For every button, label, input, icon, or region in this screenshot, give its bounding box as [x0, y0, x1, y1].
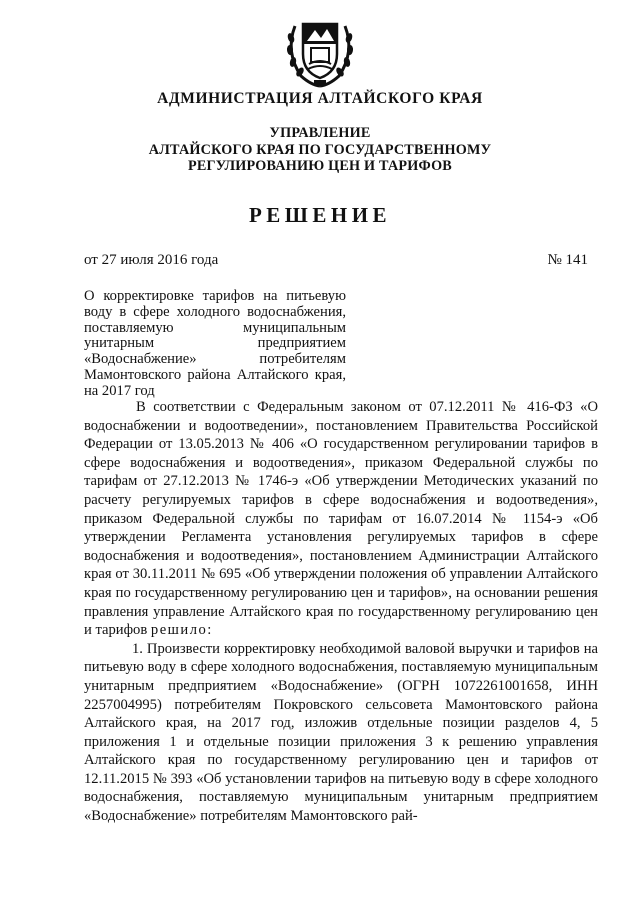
department-title [0, 125, 640, 175]
decision-number: № 141 [547, 252, 588, 268]
resolved-word: решило: [150, 622, 213, 639]
preamble-paragraph [84, 398, 598, 640]
department-line-3: РЕГУЛИРОВАНИЮ ЦЕН И ТАРИФОВ [188, 158, 452, 174]
decision-title: РЕШЕНИЕ [248, 203, 392, 227]
preamble-text: В соответствии с Федеральным законом от 07.12.2011 № 416-ФЗ «О водоснабжении и водоотведении», постановлением Правительства Российской Федерации от 13.05.2013 № 406 «О государственном регулировании тарифов в сфере водоснабжения и водоотведения», приказом Федеральной службы по тарифам от 27.12.2013 № 1746-э «Об утверждении Методических указаний по расчету регулируемых тарифов в сфере водоснабжения и водоотведения», приказом Федеральной службы по тарифам от 16.07.2014 № 1154-э «Об утверждении Регламента установления регулируемых тарифов в сфере водоснабжения и водоотведения», постановлением Администрации Алтайского края от 30.11.2011 № 695 «Об утверждении положения об управлении Алтайского края по государственному регулированию цен и тарифов», на основании решения правления управление Алтайского края по государственному регулированию цен и тарифов [84, 399, 598, 639]
altai-krai-coat-of-arms-icon [281, 14, 359, 88]
decision-date: от 27 июля 2016 года [84, 252, 219, 268]
department-line-1: УПРАВЛЕНИЕ [269, 125, 371, 141]
administration-title: АДМИНИСТРАЦИЯ АЛТАЙСКОГО КРАЯ [157, 90, 483, 107]
decision-body [84, 398, 598, 826]
decision-subject: О корректировке тарифов на питьевую воду в сфере холодного водоснабжения, поставляемую муниципальным унитарным предприятием «Водоснабжение» потребителям Мамонтовского района Алтайского края, на 2017 год [84, 288, 346, 399]
item-1-paragraph: 1. Произвести корректировку необходимой валовой выручки и тарифов на питьевую воду в сфере холодного водоснабжения, поставляемую муниципальным унитарным предприятием «Водоснабжение» (ОГРН 1072261001658, ИНН 2257004995) потребителям Покровского сельсовета Мамонтовского района Алтайского края, на 2017 год, изложив отдельные позиции разделов 4, 5 приложения 1 и отдельные позиции приложения 3 к решению управления Алтайского края по государственному регулированию цен и тарифов от 12.11.2015 № 393 «Об установлении тарифов на питьевую воду в сфере холодного водоснабжения, поставляемую муниципальным унитарным предприятием «Водоснабжение» потребителям Мамонтовского рай- [84, 640, 598, 825]
department-line-2: АЛТАЙСКОГО КРАЯ ПО ГОСУДАРСТВЕННОМУ [148, 141, 492, 158]
